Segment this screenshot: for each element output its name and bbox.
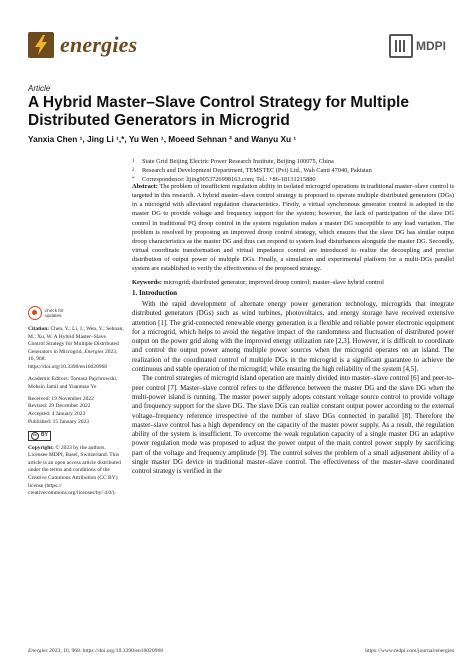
cc-label: BY [41, 431, 48, 438]
citation-label: Citation: [28, 326, 50, 332]
cc-icon: cc [31, 432, 39, 440]
received-date: Received: 19 November 2022 [28, 395, 94, 402]
abstract-label: Abstract: [132, 183, 158, 190]
paragraph: The control strategies of microgrid island operation are mainly divided into master–slave control [6] and peer-to-peer control [7]. Master–slave control refers to the difference between the master DG and the slave DG when the multi-power island is running. The master power supply adopts constant voltage source control to provide voltage and frequency support for the slave DG. The slave DGs can realize constant output power according to the external voltage–frequency reference irrespective of the number of slave DGs connected in parallel [8]. Therefore the master–slave control has a high dependency on the capacity of the master power supply. As a result, the regulation ability of the system is insufficient. To overcome the weak regulation capacity of a single master DG an adaptive power regulation mode was proposed to adjust the power output of the main control power supply by sacrificing part of the voltage and frequency amplitude [9]. The control solves the problem of a small adjustment ability of a single master DG device in traditional master–slave control. The effectiveness of the master–slave coordinated control strategy is verified in the [132, 375, 454, 476]
paragraph: With the rapid development of alternate energy power generation technology, microgrids that integrate distributed generators (DGs) such as wind turbines, photovoltaics, and energy storage have received extensive attention [1]. The grid-connected renewable energy generation is a flexible and reliable power electronic equipment for a microgrid, which helps to avoid the negative impact of the randomness and fluctuation of distributed power output on the power grid along with the improved energy utilization rate [2,3]. However, it is difficult to coordinate and control the output power among multiple power sources when the microgrid operates on an island. The realization of the coordinated control of multiple DGs in the microgrid is a significant guarantee to achieve the continuous and stable operation of the microgrid; while ensuring the high reliability of the system [4,5]. [132, 301, 454, 374]
citation [28, 326, 124, 372]
affiliation-number: * [132, 177, 135, 182]
affiliation-1 [132, 157, 452, 166]
abstract-text: The problem of insufficient regulation ability in isolated microgrid operations in traditional master–slave control is targeted in this research. A hybrid master–slave control strategy is proposed to operate multiple distributed generators (DGs) in a microgrid with alleviated regulation characteristics. Firstly, a virtual synchronous generator control is adopted in the master DG to provide voltage and frequency support for the system; however, the lack of participation of the slave DG control in traditional PQ droop control in the system regulation makes a master DG susceptible to any load variation. The problem is resolved by proposing an improved droop control strategy, which ensures that the slave DG has similar output droop characteristics as the master DG and thus can respond to system load disturbances alongside the master DG. Secondly, virtual coordinate transformation and virtual impedance control are introduced to realize the decoupling and precise distribution of output power of multiple DGs. Finally, a simulation and experimental platform for a multi-DGs parallel system are established to verify the effectiveness of the proposed strategy. [132, 183, 455, 273]
correspondence-text[interactable]: Correspondence: lijing9053726998163.com; Tel.: +86-18131215880 [142, 176, 316, 183]
abstract [132, 182, 454, 274]
affiliation-text: State Grid Beijing Electric Power Research Institute, Beijing 100075, China [142, 158, 334, 165]
footer-journal: Energies [28, 648, 48, 654]
cc-license-badge[interactable] [28, 431, 124, 441]
published-date: Published: 15 January 2023 [28, 418, 89, 425]
updates-icon [28, 306, 42, 320]
journal-name: energies [60, 32, 138, 57]
section-body [132, 300, 454, 477]
dates [28, 396, 124, 426]
energies-logo-icon [28, 32, 54, 58]
footer-journal-url[interactable]: https://www.mdpi.com/journal/energies [365, 648, 454, 654]
copyright [28, 445, 124, 498]
author-list: Yanxia Chen ¹, Jing Li ¹,*, Yu Wen ¹, Moeed Sehnan ² and Wanyu Xu ¹ [28, 134, 297, 144]
article-type: Article [28, 84, 51, 93]
mdpi-logo-icon [389, 34, 413, 58]
footer-doi[interactable]: 2023, 16, 968. https://doi.org/10.3390/en16020968 [49, 648, 164, 654]
citation-text: Chen, Y.; Li, J.; Wen, Y.; Sehnan, M.; Xu, W. A Hybrid Master–Slave Control Strategy for Multiple Distributed Generators in Microgrid. [28, 326, 124, 355]
keywords-text: microgrid; distributed generator; improved droop control; master–slave hybrid control [163, 279, 384, 286]
keywords [132, 278, 454, 287]
affiliation-number: 2 [132, 168, 135, 173]
affiliations [132, 157, 452, 184]
article-sidebar [28, 326, 124, 502]
accepted-date: Accepted: 4 January 2023 [28, 410, 86, 417]
check-for-updates-button[interactable] [28, 306, 64, 320]
page-footer [28, 648, 454, 654]
article-title: A Hybrid Master–Slave Control Strategy for Multiple Distributed Generators in Microgrid [28, 94, 409, 129]
section-heading: 1. Introduction [132, 289, 177, 297]
journal-logo[interactable] [28, 32, 137, 58]
revised-date: Revised: 29 December 2022 [28, 403, 91, 410]
affiliation-number: 1 [132, 159, 135, 164]
publisher-name: MDPI [416, 39, 446, 53]
updates-label: check for updates [45, 307, 64, 318]
mdpi-logo[interactable] [389, 34, 446, 58]
citation-doi[interactable]: 2023, 16, 968. https://doi.org/10.3390/en16020968 [28, 348, 118, 370]
affiliation-2 [132, 166, 452, 175]
copyright-text: © 2023 by the authors. Licensee MDPI, Basel, Switzerland. This article is an open access article distributed under the terms and conditions of the Creative Commons Attribution (CC BY) license (https:// creativecommons.org/licenses/by/ 4.0/). [28, 444, 121, 497]
academic-editors: Academic Editors: Tomasz Pajchrowski, Mohsin Jamil and Yuanmao Ye [28, 376, 118, 390]
cc-by-icon [28, 431, 51, 441]
citation-journal: Energies [84, 348, 104, 355]
copyright-label: Copyright: [28, 444, 54, 451]
affiliation-text: Research and Development Department, TEMSTEC (Pvt) Ltd., Wah Cantt 47040, Pakistan [142, 167, 372, 174]
keywords-label: Keywords: [132, 279, 162, 286]
footer-citation [28, 648, 163, 654]
